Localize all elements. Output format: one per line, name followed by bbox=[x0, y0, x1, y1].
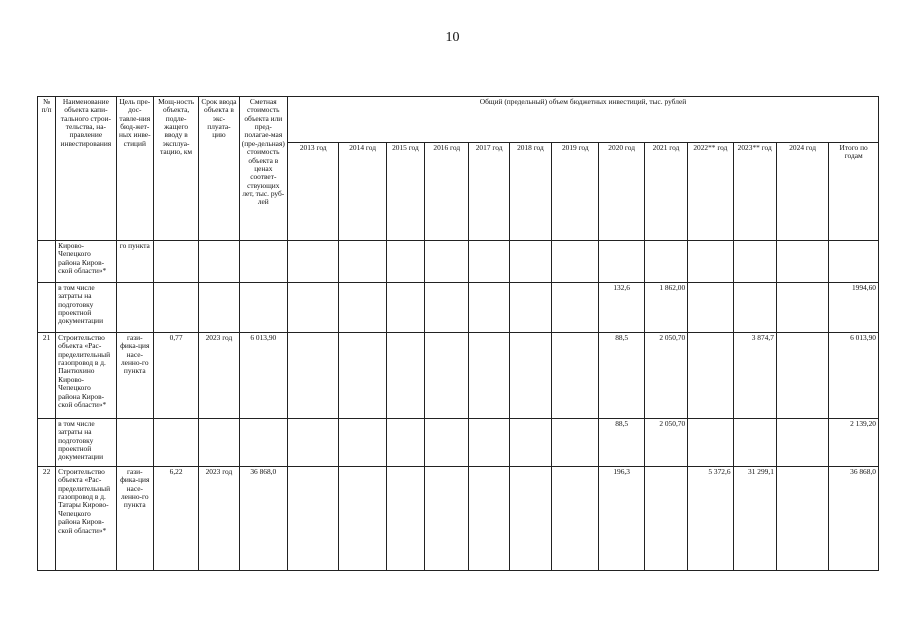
header-goal: Цель пре-дос-тавле-ния бюд-жет-ных инве-стиций bbox=[116, 97, 153, 241]
row-value-2018 bbox=[509, 333, 551, 419]
row-value-2022 bbox=[688, 419, 733, 467]
row-name: Кирово-Чепецкого района Киров-ской области»* bbox=[56, 241, 116, 283]
row-value-2013 bbox=[288, 467, 339, 571]
row-value-2017 bbox=[469, 467, 509, 571]
row-name: в том числе затраты на подготовку проектной документации bbox=[56, 283, 116, 333]
row-value-2022 bbox=[688, 241, 733, 283]
row-num bbox=[38, 283, 56, 333]
row-value-2015 bbox=[386, 467, 424, 571]
row-value-2022: 5 372,6 bbox=[688, 467, 733, 571]
header-year-2021: 2021 год bbox=[644, 143, 687, 241]
table-row bbox=[38, 333, 879, 419]
row-value-2015 bbox=[386, 333, 424, 419]
header-year-2014: 2014 год bbox=[339, 143, 386, 241]
row-cost bbox=[239, 241, 287, 283]
row-cost: 6 013,90 bbox=[239, 333, 287, 419]
row-value-2019 bbox=[552, 419, 599, 467]
row-cost bbox=[239, 419, 287, 467]
header-year-2018: 2018 год bbox=[509, 143, 551, 241]
row-value-2020: 88,5 bbox=[599, 419, 644, 467]
row-value-2021: 2 050,70 bbox=[644, 333, 687, 419]
row-value-2018 bbox=[509, 241, 551, 283]
row-value-2024 bbox=[776, 283, 828, 333]
row-term: 2023 год bbox=[199, 467, 239, 571]
row-value-2021: 2 050,70 bbox=[644, 419, 687, 467]
header-year-2020: 2020 год bbox=[599, 143, 644, 241]
header-total-investment: Общий (предельный) объем бюджетных инвестиций, тыс. рублей bbox=[288, 97, 879, 143]
row-power bbox=[153, 241, 198, 283]
row-value-2017 bbox=[469, 241, 509, 283]
row-value-2023 bbox=[733, 283, 776, 333]
row-value-2016 bbox=[425, 283, 469, 333]
row-value-2024 bbox=[776, 241, 828, 283]
row-term bbox=[199, 419, 239, 467]
row-value-2017 bbox=[469, 333, 509, 419]
row-goal: гази-фика-ция насе-ленно-го пункта bbox=[116, 467, 153, 571]
header-year-2017: 2017 год bbox=[469, 143, 509, 241]
row-name: Строительство объекта «Рас-пределительный газопровод в д. Пантюхино Кирово-Чепецкого района Киров-ской области»* bbox=[56, 333, 116, 419]
row-value-total: 6 013,90 bbox=[829, 333, 879, 419]
row-value-2014 bbox=[339, 419, 386, 467]
row-value-total: 1994,60 bbox=[829, 283, 879, 333]
row-term bbox=[199, 241, 239, 283]
row-num: 21 bbox=[38, 333, 56, 419]
row-cost: 36 868,0 bbox=[239, 467, 287, 571]
row-term: 2023 год bbox=[199, 333, 239, 419]
row-cost bbox=[239, 283, 287, 333]
row-value-2018 bbox=[509, 283, 551, 333]
row-value-2019 bbox=[552, 333, 599, 419]
row-value-2015 bbox=[386, 241, 424, 283]
row-value-2013 bbox=[288, 241, 339, 283]
row-value-2024 bbox=[776, 467, 828, 571]
row-value-2024 bbox=[776, 333, 828, 419]
row-value-2014 bbox=[339, 333, 386, 419]
row-power bbox=[153, 419, 198, 467]
row-value-2019 bbox=[552, 241, 599, 283]
row-value-2016 bbox=[425, 419, 469, 467]
row-value-2024 bbox=[776, 419, 828, 467]
row-name: в том числе затраты на подготовку проектной документации bbox=[56, 419, 116, 467]
header-name: Наименование объекта капи-тального строи-тельства, на-правление инвестирования bbox=[56, 97, 116, 241]
row-value-2022 bbox=[688, 283, 733, 333]
header-year-2013: 2013 год bbox=[288, 143, 339, 241]
table-row bbox=[38, 419, 879, 467]
row-num bbox=[38, 419, 56, 467]
row-value-2013 bbox=[288, 333, 339, 419]
header-year-2023: 2023** год bbox=[733, 143, 776, 241]
header-year-2019: 2019 год bbox=[552, 143, 599, 241]
row-value-2017 bbox=[469, 419, 509, 467]
header-num: № п/п bbox=[38, 97, 56, 241]
row-value-2021 bbox=[644, 241, 687, 283]
row-value-2020 bbox=[599, 241, 644, 283]
row-value-2016 bbox=[425, 241, 469, 283]
table-row bbox=[38, 283, 879, 333]
header-total-by-years: Итого по годам bbox=[829, 143, 879, 241]
row-value-2018 bbox=[509, 467, 551, 571]
header-year-2024: 2024 год bbox=[776, 143, 828, 241]
row-value-2013 bbox=[288, 283, 339, 333]
row-goal: гази-фика-ция насе-ленно-го пункта bbox=[116, 333, 153, 419]
row-power bbox=[153, 283, 198, 333]
row-value-2021: 1 862,00 bbox=[644, 283, 687, 333]
row-value-2020: 196,3 bbox=[599, 467, 644, 571]
row-value-2017 bbox=[469, 283, 509, 333]
row-value-2016 bbox=[425, 467, 469, 571]
row-power: 6,22 bbox=[153, 467, 198, 571]
row-value-2015 bbox=[386, 283, 424, 333]
header-year-2022: 2022** год bbox=[688, 143, 733, 241]
row-value-2020: 88,5 bbox=[599, 333, 644, 419]
header-year-2015: 2015 год bbox=[386, 143, 424, 241]
row-value-2023: 31 299,1 bbox=[733, 467, 776, 571]
page-number: 10 bbox=[445, 30, 460, 45]
header-power: Мощ-ность объекта, подле-жащего вводу в эксплуа-тацию, км bbox=[153, 97, 198, 241]
row-value-2023: 3 874,7 bbox=[733, 333, 776, 419]
row-value-2014 bbox=[339, 241, 386, 283]
row-name: Строительство объекта «Рас-пределительный газопровод в д. Татары Кирово-Чепецкого района Киров-ской области»* bbox=[56, 467, 116, 571]
header-year-2016: 2016 год bbox=[425, 143, 469, 241]
row-value-total: 2 139,20 bbox=[829, 419, 879, 467]
row-term bbox=[199, 283, 239, 333]
row-value-2022 bbox=[688, 333, 733, 419]
row-value-2018 bbox=[509, 419, 551, 467]
header-term: Срок ввода объекта в экс-плуата-цию bbox=[199, 97, 239, 241]
table-row bbox=[38, 241, 879, 283]
row-value-total bbox=[829, 241, 879, 283]
row-value-2021 bbox=[644, 467, 687, 571]
row-num: 22 bbox=[38, 467, 56, 571]
row-power: 0,77 bbox=[153, 333, 198, 419]
row-value-total: 36 868,0 bbox=[829, 467, 879, 571]
header-cost: Сметная стоимость объекта или пред-полагае-мая (пре-дельная) стоимость объекта в ценах соответ-ствующих лет, тыс. руб-лей bbox=[239, 97, 287, 241]
row-value-2013 bbox=[288, 419, 339, 467]
row-value-2014 bbox=[339, 283, 386, 333]
row-value-2019 bbox=[552, 467, 599, 571]
row-value-2023 bbox=[733, 241, 776, 283]
row-goal bbox=[116, 419, 153, 467]
row-goal: го пункта bbox=[116, 241, 153, 283]
budget-investment-table bbox=[37, 96, 879, 571]
row-value-2023 bbox=[733, 419, 776, 467]
row-value-2020: 132,6 bbox=[599, 283, 644, 333]
row-value-2015 bbox=[386, 419, 424, 467]
row-value-2016 bbox=[425, 333, 469, 419]
row-num bbox=[38, 241, 56, 283]
table-row bbox=[38, 467, 879, 571]
row-goal bbox=[116, 283, 153, 333]
row-value-2014 bbox=[339, 467, 386, 571]
row-value-2019 bbox=[552, 283, 599, 333]
